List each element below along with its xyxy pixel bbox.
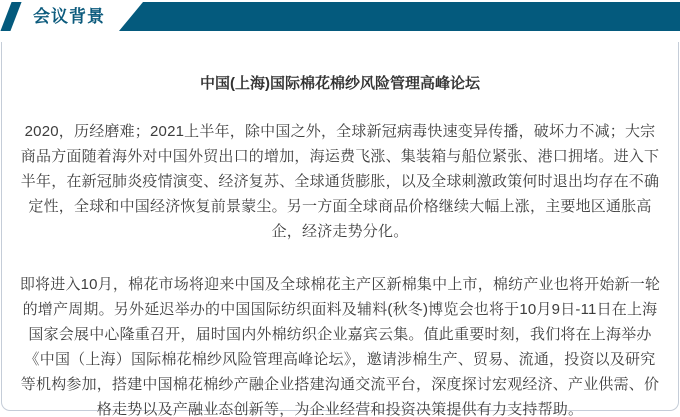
section-banner-title: 会议背景 — [33, 7, 105, 26]
forum-title: 中国(上海)国际棉花棉纱风险管理高峰论坛 — [200, 75, 480, 92]
content-card — [1, 42, 679, 417]
banner-bar-shape — [119, 2, 680, 31]
paragraph-market-background: 2020，历经磨难；2021上半年，除中国之外，全球新冠病毒快速变异传播，破坏力不减；大宗商品方面随着海外对中国外贸出口的增加，海运费飞涨、集装箱与船位紧张、港口拥堵。进入下半年，在新冠肺炎疫情演变、经济复苏、全球通货膨胀，以及全球刺激政策何时退出均存在不确定性，全球和中国经济恢复前景蒙尘。另一方面全球商品价格继续大幅上涨，主要地区通胀高企，经济走势分化。 — [20, 123, 660, 240]
paragraph-forum-introduction: 即将进入10月，棉花市场将迎来中国及全球棉花主产区新棉集中上市，棉纺产业也将开始新一轮的增产周期。另外延迟举办的中国国际纺织面料及辅料(秋冬)博览会也将于10月9日-11日在上海国家会展中心隆重召开，届时国内外棉纺织企业嘉宾云集。值此重要时刻，我们将在上海举办《中国（上海）国际棉花棉纱风险管理高峰论坛》，邀请涉棉生产、贸易、流通，投资以及研究等机构参加，搭建中国棉花棉纱产融企业搭建沟通交流平台，深度探讨宏观经济、产业供需、价格走势以及产融业态创新等，为企业经营和投资决策提供有力支持帮助。 — [19, 276, 661, 417]
banner-accent-shape — [0, 2, 21, 31]
section-banner — [0, 2, 680, 31]
